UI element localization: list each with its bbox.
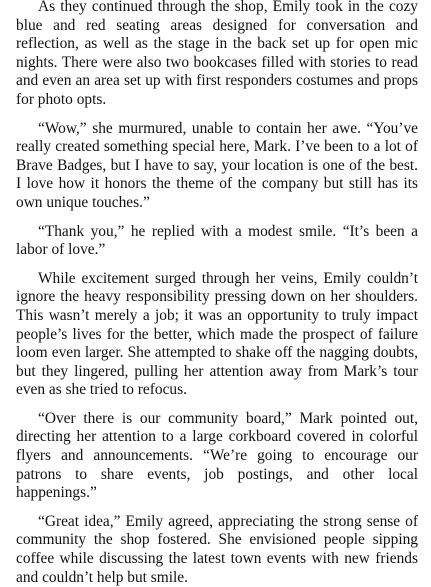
paragraph-5: “Over there is our community board,” Mark pointed out, directing her attention to a large corkboard covered in colorful flyers and announcements. “We’re going to encourage our patrons to share events, job postings, and other local happenings.” [16, 409, 418, 502]
paragraph-2: “Wow,” she murmured, unable to contain her awe. “You’ve really created something special here, Mark. I’ve been to a lot of Brave Badges, but I have to say, your location is one of the best. I love how it honors the theme of the company but still has its own unique touches.” [16, 119, 418, 211]
paragraph-1: As they continued through the shop, Emily took in the cozy blue and red seating areas designed for conversation and reflection, as well as the stage in the back set up for open mic nights. There were also two bookcases filled with stories to read and even an area set up with first responders costumes and props for photo opts. [16, 0, 418, 108]
paragraph-3: “Thank you,” he replied with a modest smile. “It’s been a labor of love.” [16, 222, 418, 259]
paragraph-6: “Great idea,” Emily agreed, appreciating the strong sense of community the shop fostered. She envisioned people sipping coffee while discussing the latest town events with new friends and couldn’t help but smile. [16, 512, 418, 586]
paragraph-4: While excitement surged through her veins, Emily couldn’t ignore the heavy responsibility pressing down on her shoulders. This wasn’t merely a job; it was an opportunity to truly impact people’s lives for the better, which made the prospect of failure loom even larger. She attempted to shake off the nagging doubts, but they lingered, pulling her attention away from Mark’s tour even as she tried to refocus. [16, 269, 418, 399]
